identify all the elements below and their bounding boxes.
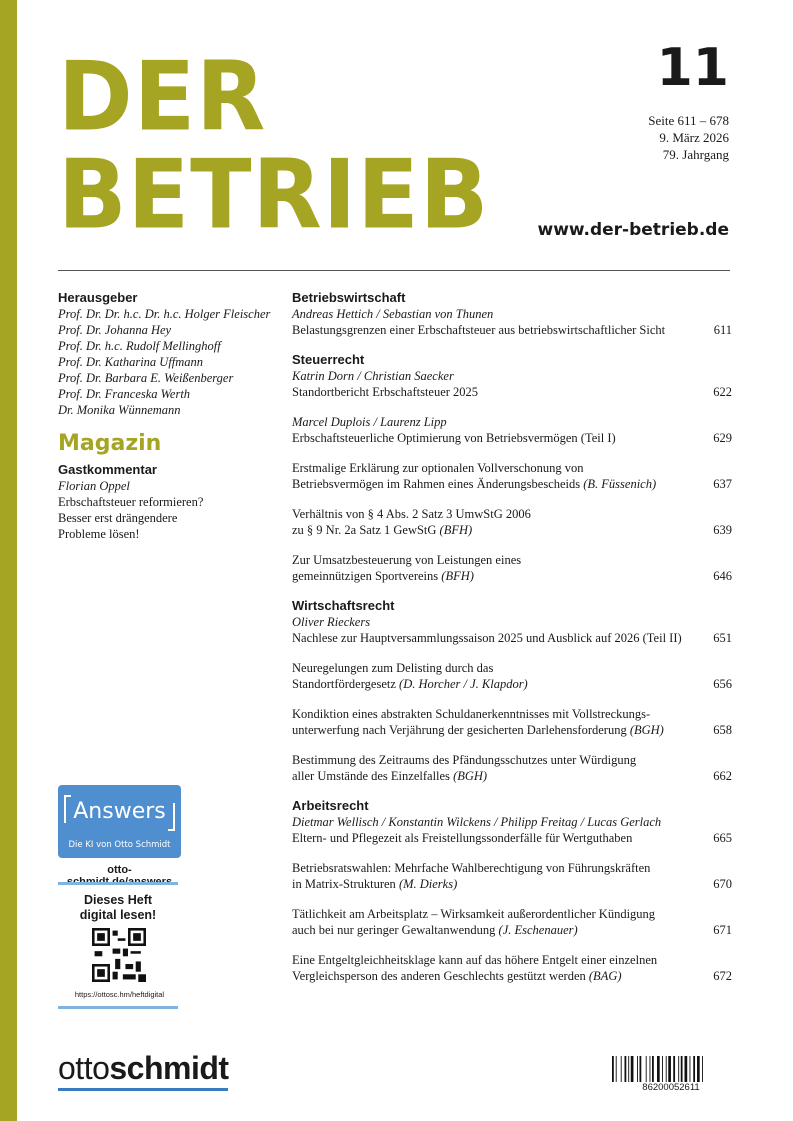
entry-title: aller Umstände des Einzelfalles xyxy=(292,769,450,783)
answers-url[interactable]: otto- xyxy=(107,864,132,876)
page-number: 658 xyxy=(713,723,732,737)
entry-title: in Matrix-Strukturen xyxy=(292,877,396,891)
page-number: 651 xyxy=(713,631,732,645)
page-range: Seite 611 – 678 xyxy=(648,113,729,128)
toc-entry[interactable] xyxy=(292,752,732,784)
barcode-number: 86200052611 xyxy=(642,1082,700,1093)
publisher-name: Prof. Dr. h.c. Rudolf Mellinghoff xyxy=(58,339,221,353)
entry-title: Eltern- und Pflegezeit als Freistellungssonderfälle für Wertguthaben xyxy=(292,831,633,845)
entry-title: Vergleichsperson des anderen Geschlechts gestützt werden xyxy=(292,969,586,983)
entry-author: Marcel Duplois / Laurenz Lipp xyxy=(292,415,447,429)
digital-line-1: Dieses Heft xyxy=(83,893,153,907)
page-number: 670 xyxy=(713,877,732,891)
entry-title: gemeinnützigen Sportvereins xyxy=(292,569,439,583)
entry-title: Eine Entgeltgleichheitsklage kann auf das höhere Entgelt einer einzelnen xyxy=(292,953,658,967)
toc-entry[interactable] xyxy=(292,830,732,846)
promo-divider xyxy=(58,1006,178,1009)
issue-number: 11 xyxy=(656,38,729,98)
toc-entry[interactable] xyxy=(292,706,732,738)
page-number: 672 xyxy=(713,969,732,983)
entry-title: Betriebsratswahlen: Mehrfache Wahlberechtigung von Führungskräften xyxy=(292,861,651,875)
entry-title: Neuregelungen zum Delisting durch das xyxy=(292,661,494,675)
digital-line-2: digital lesen! xyxy=(79,908,157,922)
section-heading: Arbeitsrecht xyxy=(292,798,369,813)
entry-title: Standortbericht Erbschaftsteuer 2025 xyxy=(292,385,479,399)
entry-title: Zur Umsatzbesteuerung von Leistungen eines xyxy=(292,553,522,567)
toc-entry[interactable] xyxy=(292,552,732,584)
toc-entry[interactable] xyxy=(292,384,732,400)
entry-title: Betriebsvermögen im Rahmen eines Änderungsbescheids xyxy=(292,477,581,491)
journal-title-betrieb: BETRIEB xyxy=(58,139,490,251)
entry-title: Kondiktion eines abstrakten Schuldanerkenntnisses mit Vollstreckungs- xyxy=(292,707,651,721)
logo-underline xyxy=(58,1088,228,1091)
page-number: 656 xyxy=(713,677,732,691)
entry-title: Tätlichkeit am Arbeitsplatz – Wirksamkeit außerordentlicher Kündigung xyxy=(292,907,656,921)
section-heading: Betriebswirtschaft xyxy=(292,290,406,305)
publisher-name: Prof. Dr. Dr. h.c. Dr. h.c. Holger Fleischer xyxy=(58,307,271,321)
toc-entry[interactable] xyxy=(292,660,732,692)
qr-url[interactable]: https://ottosc.hm/heftdigital xyxy=(74,990,165,999)
barcode-icon xyxy=(612,1056,730,1082)
page-number: 639 xyxy=(713,523,732,537)
entry-title: Bestimmung des Zeitraums des Pfändungsschutzes unter Würdigung xyxy=(292,753,637,767)
answers-subtitle: Die KI von Otto Schmidt xyxy=(68,840,171,850)
digital-edition-text xyxy=(58,893,178,923)
page-number: 665 xyxy=(713,831,732,845)
publisher-name: Prof. Dr. Franceska Werth xyxy=(58,387,191,401)
publisher-name: Prof. Dr. Barbara E. Weißenberger xyxy=(58,371,234,385)
entry-title: Nachlese zur Hauptversammlungssaison 2025 und Ausblick auf 2026 (Teil II) xyxy=(292,631,682,645)
entry-author: (M. Dierks) xyxy=(398,877,458,891)
publishers-heading: Herausgeber xyxy=(58,290,138,305)
entry-author: (BFH) xyxy=(441,569,474,583)
section-heading: Wirtschaftsrecht xyxy=(292,598,395,613)
logo-bold: schmidt xyxy=(109,1050,229,1086)
publisher-name: Dr. Monika Wünnemann xyxy=(58,403,181,417)
qr-code-icon[interactable] xyxy=(92,928,146,982)
toc-entry[interactable] xyxy=(292,630,732,646)
promo-divider xyxy=(58,882,178,885)
journal-title-der: DER xyxy=(58,41,267,153)
toc-entry[interactable] xyxy=(292,506,732,538)
table-of-contents xyxy=(292,290,732,984)
guest-comment-title: Besser erst drängendere xyxy=(58,511,178,525)
entry-author: Dietmar Wellisch / Konstantin Wilckens / Philipp Freitag / Lucas Gerlach xyxy=(292,815,662,829)
toc-entry[interactable] xyxy=(292,860,732,892)
entry-title: Erbschaftsteuerliche Optimierung von Betriebsvermögen (Teil I) xyxy=(292,431,616,445)
answers-promo-box[interactable] xyxy=(58,785,181,858)
page-number: 662 xyxy=(713,769,732,783)
entry-author: (D. Horcher / J. Klapdor) xyxy=(399,677,528,691)
entry-author: (BGH) xyxy=(629,723,664,737)
entry-title: Standortfördergesetz xyxy=(292,677,396,691)
entry-author: Andreas Hettich / Sebastian von Thunen xyxy=(292,307,494,321)
entry-title: auch bei nur geringer Gewaltanwendung xyxy=(292,923,496,937)
publisher-logo xyxy=(58,1050,229,1087)
entry-author: Katrin Dorn / Christian Saecker xyxy=(292,369,454,383)
cover-color-strip xyxy=(0,0,17,1121)
guest-comment-heading: Gastkommentar xyxy=(58,462,157,477)
left-column xyxy=(58,290,273,542)
publisher-name: Prof. Dr. Johanna Hey xyxy=(58,323,172,337)
entry-title: Belastungsgrenzen einer Erbschaftsteuer aus betriebswirtschaftlicher Sicht xyxy=(292,323,666,337)
page-number: 646 xyxy=(713,569,732,583)
toc-entry[interactable] xyxy=(292,460,732,492)
section-heading: Steuerrecht xyxy=(292,352,365,367)
entry-author: (J. Eschenauer) xyxy=(498,923,578,937)
issue-meta xyxy=(648,112,729,163)
page-number: 622 xyxy=(713,385,732,399)
toc-entry[interactable] xyxy=(292,952,732,984)
entry-author: Oliver Rieckers xyxy=(292,615,371,629)
header-divider xyxy=(58,270,730,271)
logo-light: otto xyxy=(58,1050,110,1086)
guest-comment-title: Probleme lösen! xyxy=(58,527,140,541)
entry-author: (BAG) xyxy=(588,969,622,983)
entry-title: Erstmalige Erklärung zur optionalen Vollverschonung von xyxy=(292,461,584,475)
entry-author: (BGH) xyxy=(453,769,488,783)
page-number: 671 xyxy=(713,923,732,937)
toc-entry[interactable] xyxy=(292,322,732,338)
bracket-right xyxy=(168,803,175,831)
entry-title: unterwerfung nach Verjährung der gesicherten Darlehensforderung xyxy=(292,723,627,737)
entry-author: (BFH) xyxy=(439,523,473,537)
page-number: 629 xyxy=(713,431,732,445)
page-number: 611 xyxy=(713,323,732,337)
guest-comment-title: Erbschaftsteuer reformieren? xyxy=(58,495,204,509)
issue-date: 9. März 2026 xyxy=(659,130,729,145)
volume: 79. Jahrgang xyxy=(662,147,729,162)
page-number: 637 xyxy=(713,477,732,491)
answers-label: Answers xyxy=(73,799,166,824)
toc-entry[interactable] xyxy=(292,906,732,938)
entry-title: Verhältnis von § 4 Abs. 2 Satz 3 UmwStG 2006 xyxy=(292,507,531,521)
website-url[interactable]: www.der-betrieb.de xyxy=(537,220,729,240)
publisher-name: Prof. Dr. Katharina Uffmann xyxy=(58,355,204,369)
entry-title: zu § 9 Nr. 2a Satz 1 GewStG xyxy=(292,523,437,537)
guest-comment-author: Florian Oppel xyxy=(58,479,130,493)
magazin-heading: Magazin xyxy=(58,431,162,456)
entry-author: (B. Füssenich) xyxy=(583,477,657,491)
toc-entry[interactable] xyxy=(292,430,732,446)
